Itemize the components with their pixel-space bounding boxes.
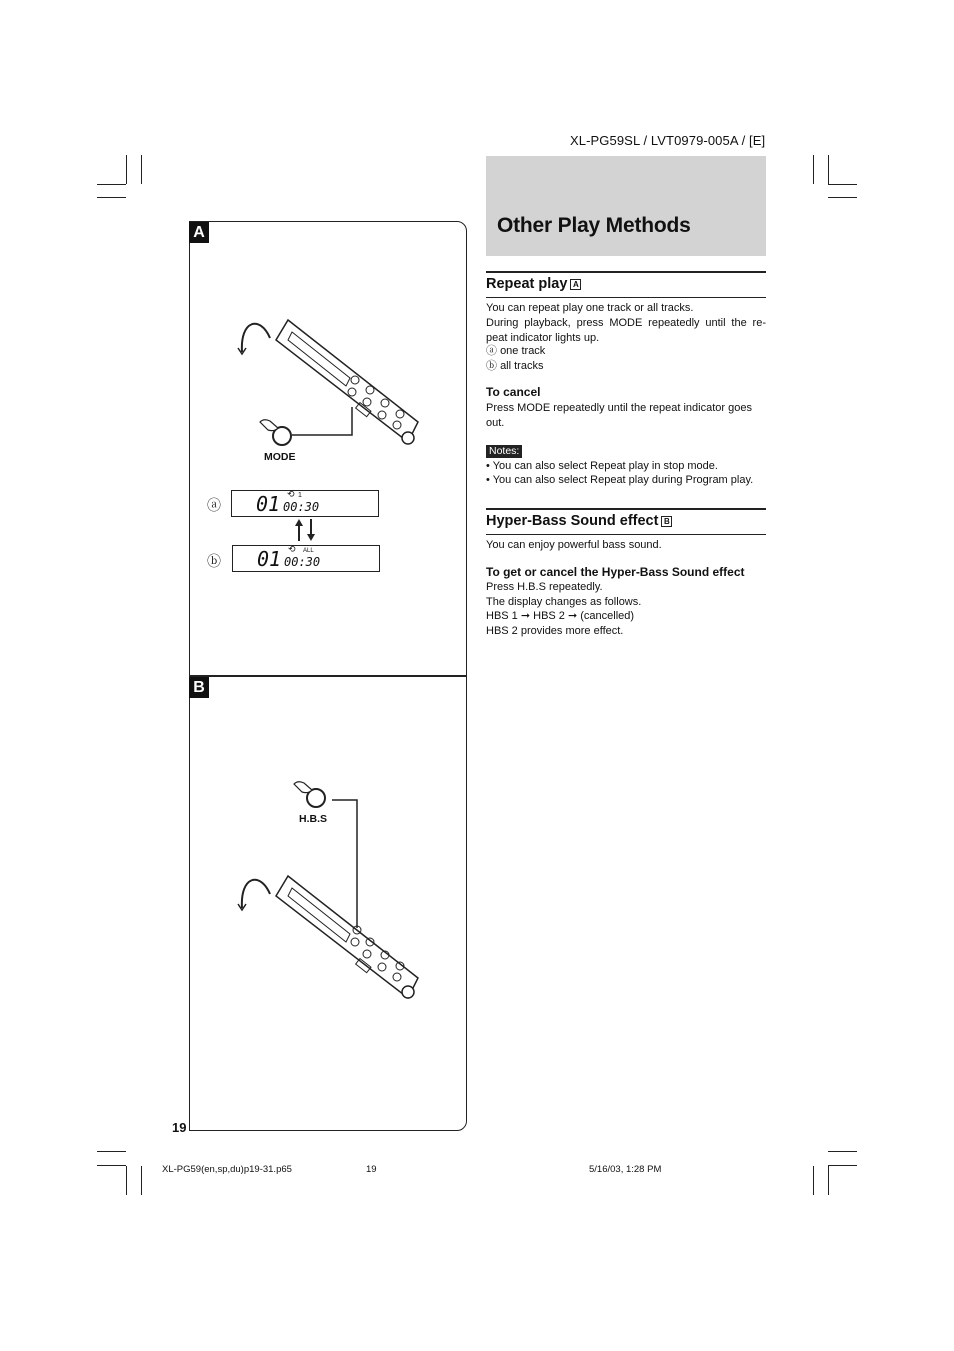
display-a-marker: ⓐ [207,497,221,513]
lcd-time: 00:30 [284,555,321,569]
crop-mark [97,197,126,198]
page-number: 19 [172,1120,187,1135]
repeat-option-a [486,344,766,359]
crop-mark [813,155,814,184]
option-a-text: one track [500,345,546,357]
page-title: Other Play Methods [497,214,691,237]
option-a-marker: ⓐ [486,345,497,357]
cancel-heading: To cancel [486,385,541,399]
option-b-marker: ⓑ [486,360,497,372]
lcd-display-a [231,490,379,517]
player-illustration-b [230,866,430,1016]
crop-mark [828,155,829,184]
cancel-text: Press MODE repeatedly until the repeat indicator goes out. [486,402,752,429]
toggle-arrows [292,517,318,543]
section-rule [486,271,766,273]
repeat-indicator: 1 [298,492,302,499]
lcd-track-number: 01 [257,547,282,571]
footer-date: 5/16/03, 1:28 PM [589,1164,662,1175]
figure-label-a: A [189,222,209,243]
hand-press-icon [256,416,294,448]
repeat-indicator: ALL [303,548,314,554]
lcd-track-number: 01 [256,492,281,516]
crop-mark [126,155,127,184]
repeat-icon: ⟲ [287,489,295,499]
figure-ref-b: B [661,516,672,527]
crop-mark [126,1166,127,1195]
crop-mark [828,184,857,185]
crop-mark [828,1151,857,1152]
crop-mark [97,1165,126,1166]
crop-mark [97,184,126,185]
crop-mark [813,1166,814,1195]
document-id: XL-PG59SL / LVT0979-005A / [E] [570,133,766,148]
title-banner [486,156,766,256]
note-1: • You can also select Repeat play in stop mode. [486,460,718,472]
hbs-intro: You can enjoy powerful bass sound. [486,539,662,551]
repeat-line2: During playback, press MODE repeatedly until the re-peat indicator lights up. [486,317,766,344]
crop-mark [828,1165,857,1166]
section-rule [486,508,766,510]
crop-mark [141,1166,142,1195]
panel-divider [189,675,467,677]
crop-mark [828,1166,829,1195]
hand-press-icon [290,778,328,810]
notes-label: Notes: [486,445,522,458]
crop-mark [828,197,857,198]
footer-file: XL-PG59(en,sp,du)p19-31.p65 [162,1164,292,1175]
crop-mark [97,1151,126,1152]
lcd-display-b [232,545,380,572]
crop-mark [141,155,142,184]
repeat-heading-text: Repeat play [486,276,568,292]
hbs-line3: HBS 1 ➞ HBS 2 ➞ (cancelled) [486,610,635,622]
repeat-heading [486,276,581,292]
repeat-line1: You can repeat play one track or all tracks. [486,302,694,314]
footer-page: 19 [366,1164,377,1175]
figure-ref-a: A [570,279,581,290]
hbs-button-label: H.B.S [299,813,328,825]
repeat-option-b [486,359,766,374]
repeat-icon: ⟲ [288,544,296,554]
option-b-text: all tracks [500,360,544,372]
hbs-heading [486,513,672,529]
hbs-line1: Press H.B.S repeatedly. [486,581,603,593]
note-2: • You can also select Repeat play during Program play. [486,474,754,486]
hbs-line4: HBS 2 provides more effect. [486,625,624,637]
figure-label-b: B [189,677,209,698]
hbs-sub-heading: To get or cancel the Hyper-Bass Sound effect [486,565,745,579]
section-rule [486,534,766,535]
display-b-marker: ⓑ [207,553,221,569]
section-rule [486,297,766,298]
lcd-time: 00:30 [283,500,320,514]
mode-connector-line [292,405,362,445]
mode-button-label: MODE [264,451,296,463]
hbs-heading-text: Hyper-Bass Sound effect [486,513,659,529]
hbs-line2: The display changes as follows. [486,596,642,608]
